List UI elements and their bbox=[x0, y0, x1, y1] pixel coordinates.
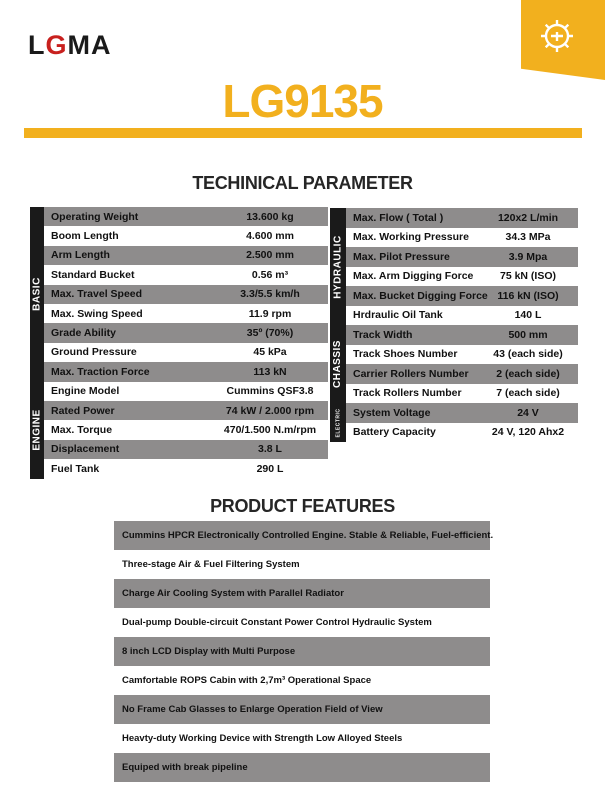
spec-value: 3.3/5.5 km/h bbox=[240, 288, 300, 301]
spec-value: 34.3 MPa bbox=[505, 231, 551, 244]
spec-row bbox=[44, 265, 328, 284]
spec-row bbox=[44, 207, 328, 226]
spec-row bbox=[44, 304, 328, 323]
spec-label: Fuel Tank bbox=[51, 462, 100, 475]
spec-label: Boom Length bbox=[51, 230, 119, 243]
spec-label: Carrier Rollers Number bbox=[353, 367, 469, 380]
spec-row bbox=[44, 382, 328, 401]
spec-value: 2 (each side) bbox=[496, 367, 560, 380]
spec-row bbox=[44, 323, 328, 342]
spec-label: Grade Ability bbox=[51, 327, 116, 340]
spec-value: 74 kW / 2.000 rpm bbox=[225, 404, 315, 417]
category-label: ENGINE bbox=[31, 409, 42, 451]
spec-value: 75 kN (ISO) bbox=[499, 270, 557, 283]
title-rule bbox=[24, 128, 582, 138]
corner-badge bbox=[521, 0, 605, 80]
spec-row bbox=[44, 246, 328, 265]
spec-label: Hrdraulic Oil Tank bbox=[353, 309, 443, 322]
spec-value: 470/1.500 N.m/rpm bbox=[223, 424, 317, 437]
feature-item: No Frame Cab Glasses to Enlarge Operation Field of View bbox=[114, 695, 490, 724]
spec-label: Max. Travel Speed bbox=[51, 288, 143, 301]
feature-item: Charge Air Cooling System with Parallel Radiator bbox=[114, 579, 490, 608]
spec-row bbox=[44, 401, 328, 420]
spec-value: 2.500 mm bbox=[246, 249, 294, 262]
spec-row bbox=[346, 267, 578, 287]
spec-row bbox=[44, 440, 328, 459]
feature-item: 8 inch LCD Display with Multi Purpose bbox=[114, 637, 490, 666]
spec-label: Max. Flow ( Total ) bbox=[353, 211, 444, 224]
feature-item: Camfortable ROPS Cabin with 2,7m³ Operational Space bbox=[122, 675, 372, 686]
spec-row bbox=[346, 345, 578, 365]
spec-label: Standard Bucket bbox=[51, 268, 135, 281]
spec-label: Arm Length bbox=[51, 249, 110, 262]
spec-label: System Voltage bbox=[353, 406, 431, 419]
spec-value: 116 kN (ISO) bbox=[497, 289, 559, 302]
features-list bbox=[114, 521, 494, 782]
logo-suffix: MA bbox=[67, 30, 112, 60]
spec-value: 4.600 mm bbox=[246, 230, 294, 243]
category-label: ELECTRIC bbox=[335, 408, 341, 437]
spec-row bbox=[44, 459, 328, 478]
spec-label: Max. Traction Force bbox=[51, 365, 150, 378]
spec-label: Operating Weight bbox=[51, 210, 139, 223]
logo-prefix: L bbox=[28, 30, 46, 60]
spec-label: Rated Power bbox=[51, 404, 115, 417]
spec-label: Max. Pilot Pressure bbox=[353, 250, 450, 263]
spec-value: 7 (each side) bbox=[496, 387, 560, 400]
spec-value: 120x2 L/min bbox=[497, 211, 559, 224]
spec-value: 13.600 kg bbox=[246, 210, 294, 223]
spec-row bbox=[346, 364, 578, 384]
spec-value: 113 kN bbox=[253, 365, 287, 378]
spec-value: 45 kPa bbox=[253, 346, 287, 359]
spec-label: Max. Arm Digging Force bbox=[353, 270, 474, 283]
spec-label: Max. Swing Speed bbox=[51, 307, 143, 320]
category-label: CHASSIS bbox=[332, 340, 343, 388]
spec-label: Max. Torque bbox=[51, 424, 113, 437]
spec-row bbox=[44, 420, 328, 439]
spec-value: 3.9 Mpa bbox=[508, 250, 548, 263]
feature-item: Equiped with break pipeline bbox=[114, 753, 490, 782]
spec-label: Max. Working Pressure bbox=[353, 231, 469, 244]
spec-value: 500 mm bbox=[508, 328, 548, 341]
spec-label: Battery Capacity bbox=[353, 426, 436, 439]
spec-label: Max. Bucket Digging Force bbox=[353, 289, 488, 302]
logo-accent: G bbox=[45, 30, 68, 60]
spec-label: Ground Pressure bbox=[51, 346, 137, 359]
spec-row bbox=[346, 208, 578, 228]
technical-title: TECHINICAL PARAMETER bbox=[192, 173, 413, 193]
spec-label: Engine Model bbox=[51, 385, 120, 398]
gear-icon bbox=[537, 16, 577, 56]
spec-row bbox=[44, 226, 328, 245]
spec-label: Displacement bbox=[51, 443, 120, 456]
model-title: LG9135 bbox=[222, 75, 383, 127]
spec-row bbox=[346, 286, 578, 306]
spec-value: 35º (70%) bbox=[246, 327, 294, 340]
feature-item: Dual-pump Double-circuit Constant Power Control Hydraulic System bbox=[122, 617, 432, 628]
spec-label: Track Rollers Number bbox=[353, 387, 462, 400]
spec-row bbox=[346, 228, 578, 248]
spec-value: 24 V bbox=[517, 406, 539, 419]
category-label: BASIC bbox=[31, 277, 42, 312]
category-label: HYDRAULIC bbox=[332, 234, 343, 299]
spec-label: Track Shoes Number bbox=[353, 348, 458, 361]
spec-value: 43 (each side) bbox=[493, 348, 563, 361]
spec-value: 0.56 m³ bbox=[251, 268, 289, 281]
brand-logo bbox=[28, 32, 112, 59]
feature-item: Three-stage Air & Fuel Filtering System bbox=[122, 559, 300, 570]
spec-row bbox=[44, 343, 328, 362]
spec-value: 3.8 L bbox=[258, 443, 282, 456]
spec-row bbox=[44, 362, 328, 381]
spec-value: 140 L bbox=[514, 309, 542, 322]
features-title: PRODUCT FEATURES bbox=[210, 496, 395, 516]
feature-item: Cummins HPCR Electronically Controlled Engine. Stable & Reliable, Fuel-efficient. bbox=[114, 521, 490, 550]
spec-row bbox=[346, 423, 578, 443]
spec-row bbox=[346, 403, 578, 423]
feature-item: Heavty-duty Working Device with Strength Low Alloyed Steels bbox=[122, 733, 403, 744]
spec-row bbox=[44, 285, 328, 304]
spec-value: Cummins QSF3.8 bbox=[226, 385, 314, 398]
spec-value: 24 V, 120 Ahx2 bbox=[491, 426, 565, 439]
spec-label: Track Width bbox=[353, 328, 413, 341]
spec-value: 290 L bbox=[256, 462, 284, 475]
spec-row bbox=[346, 247, 578, 267]
spec-row bbox=[346, 325, 578, 345]
spec-value: 11.9 rpm bbox=[248, 307, 292, 320]
spec-row bbox=[346, 384, 578, 404]
spec-row bbox=[346, 306, 578, 326]
